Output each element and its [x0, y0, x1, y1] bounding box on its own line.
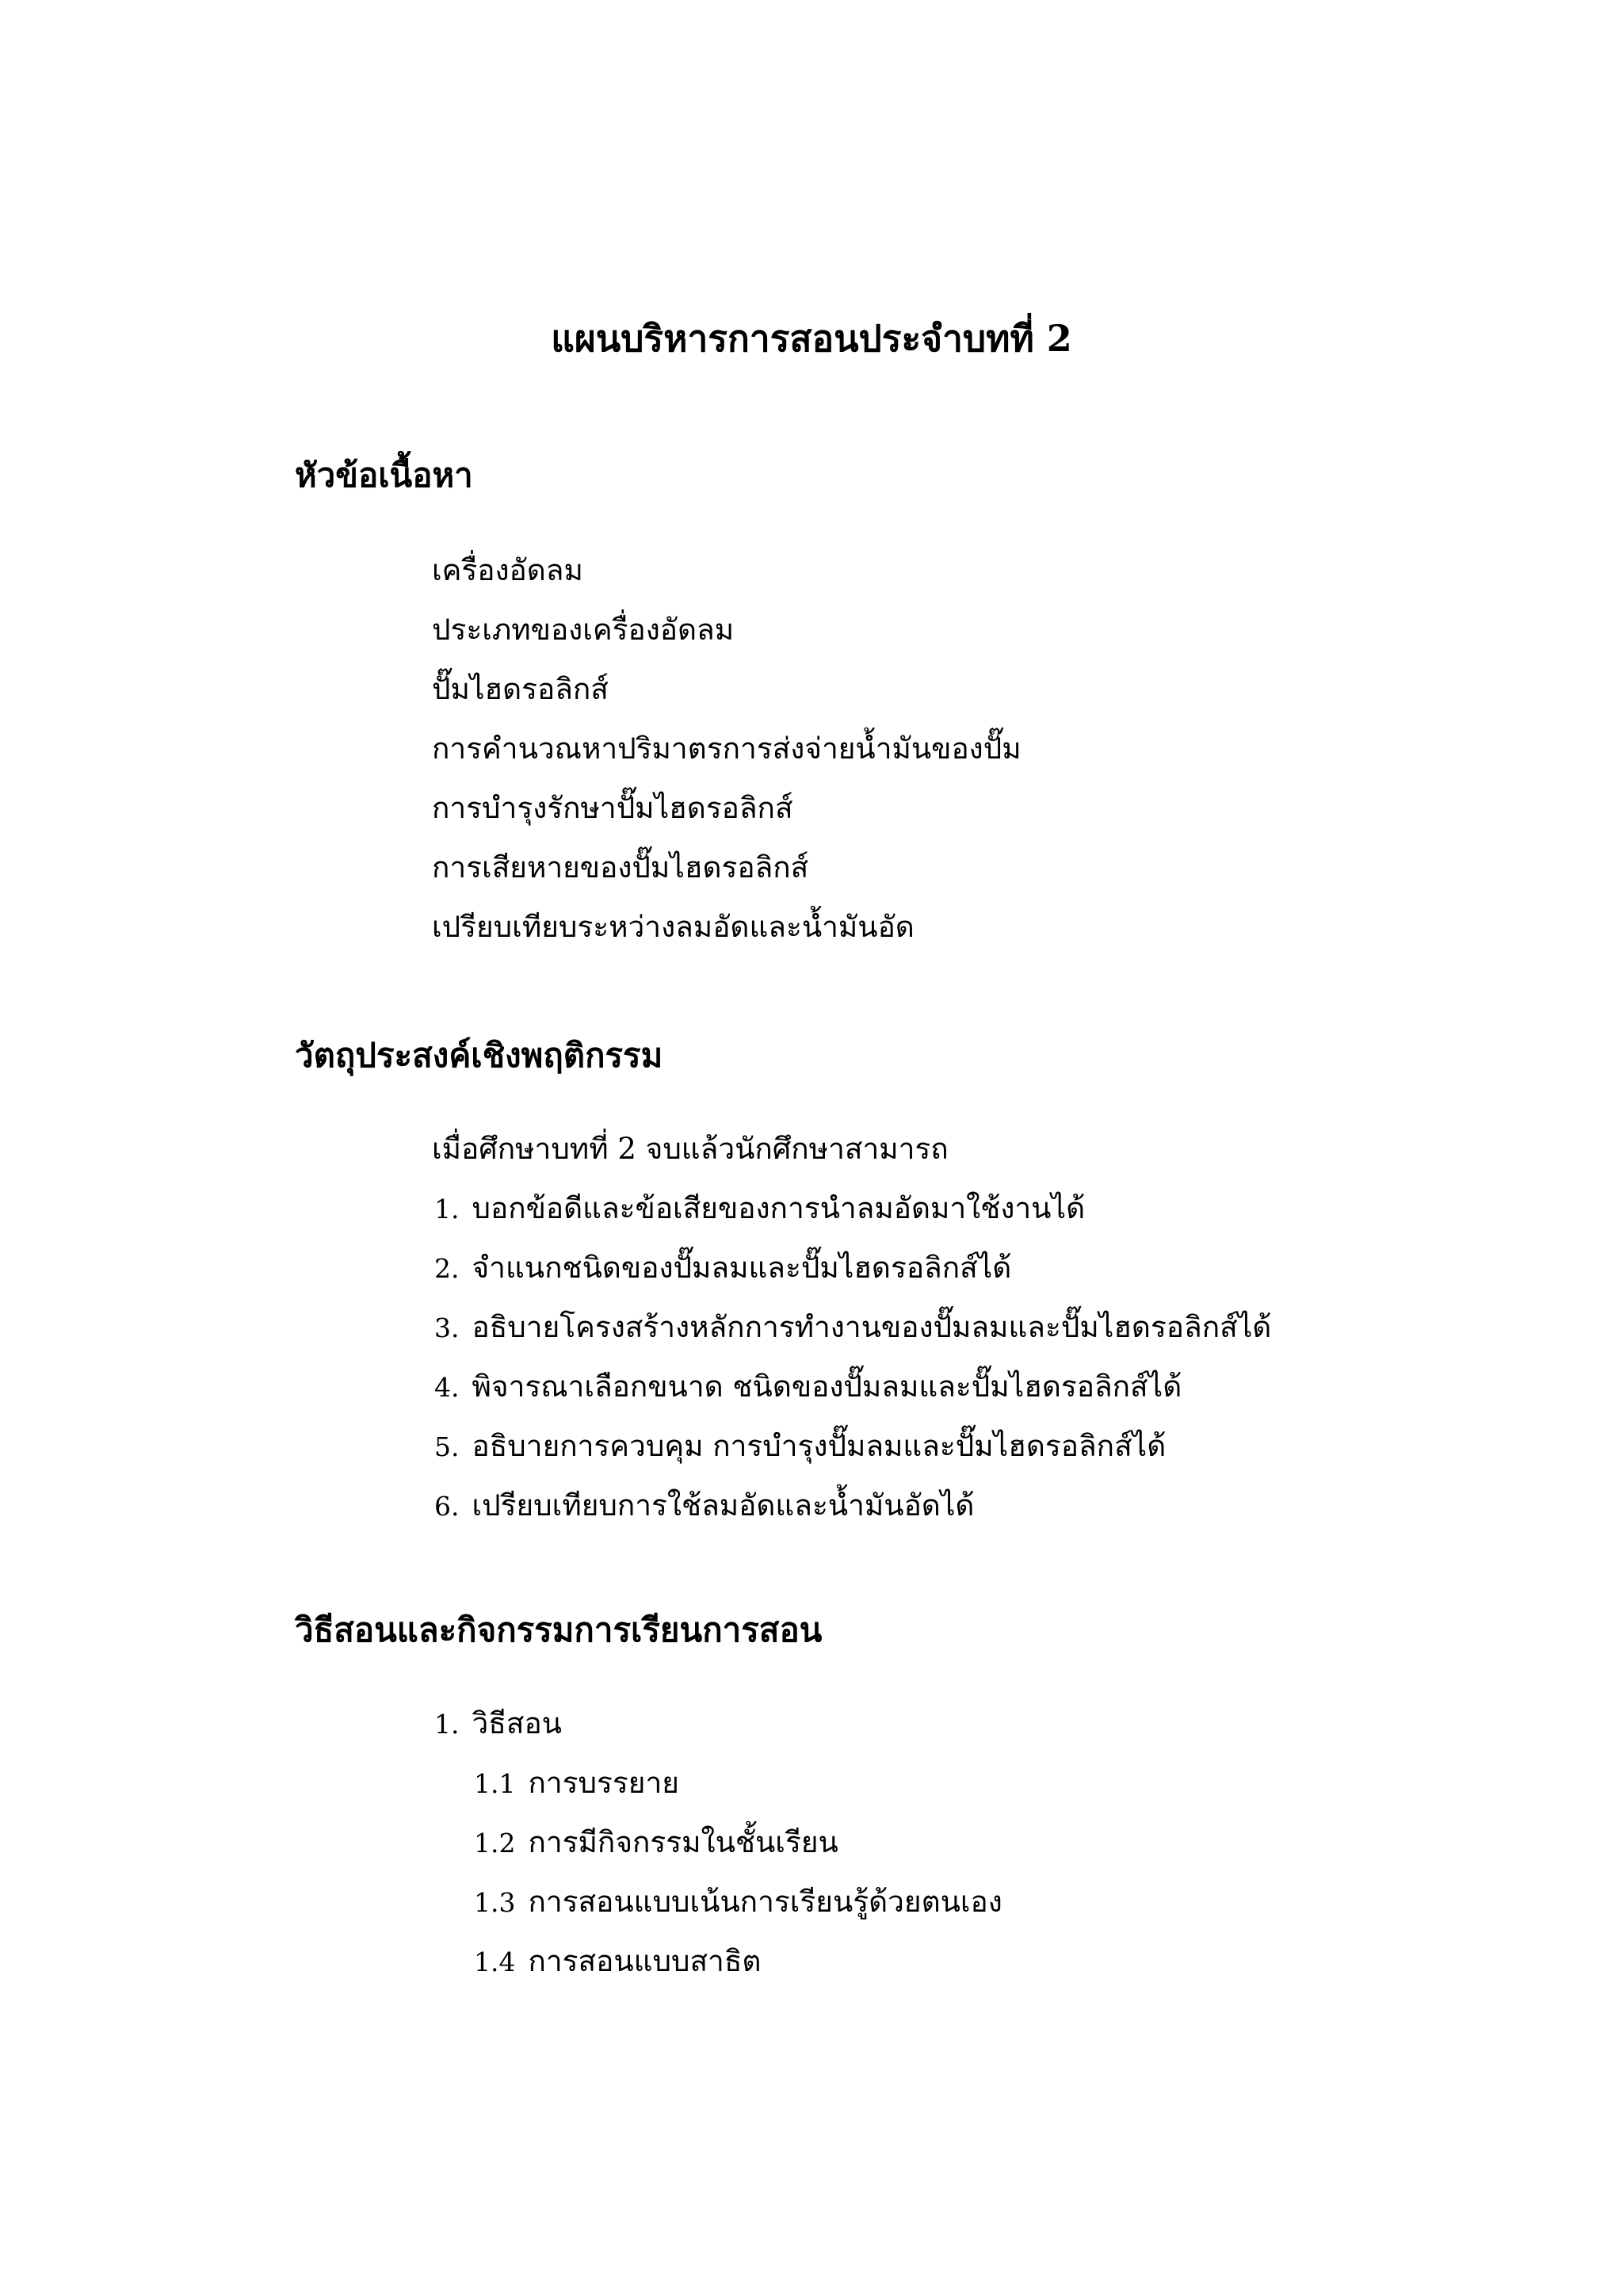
item-number: 1. — [434, 1194, 460, 1224]
list-item: การคำนวณหาปริมาตรการส่งจ่ายน้ำมันของปั๊ม — [432, 732, 1022, 766]
list-item: เปรียบเทียบระหว่างลมอัดและน้ำมันอัด — [432, 910, 915, 944]
item-number: 1. — [434, 1709, 460, 1740]
methods-sub-list — [474, 1759, 1002, 1997]
item-text: การสอนแบบสาธิต — [528, 1944, 762, 1978]
list-item: ปั๊มไฮดรอลิกส์ — [432, 672, 609, 706]
content-topics-list — [432, 547, 1022, 963]
item-number: 6. — [434, 1491, 460, 1522]
objectives-list — [434, 1185, 1271, 1541]
list-item: ประเภทของเครื่องอัดลม — [432, 613, 735, 647]
item-number: 2. — [434, 1253, 460, 1284]
list-item: การบำรุงรักษาปั๊มไฮดรอลิกส์ — [432, 791, 793, 825]
list-item — [474, 1938, 1002, 1997]
item-text: วิธีสอน — [472, 1706, 562, 1740]
item-text: การมีกิจกรรมในชั้นเรียน — [528, 1825, 838, 1859]
objectives-heading: วัตถุประสงค์เชิงพฤติกรรม — [295, 1036, 663, 1075]
item-text: อธิบายโครงสร้างหลักการทำงานของปั๊มลมและปั๊มไฮดรอลิกส์ได้ — [472, 1310, 1272, 1344]
item-text: การบรรยาย — [528, 1766, 679, 1800]
list-item — [434, 1482, 1271, 1541]
list-item — [434, 1363, 1271, 1423]
item-text: พิจารณาเลือกขนาด ชนิดของปั๊มลมและปั๊มไฮดรอลิกส์ได้ — [472, 1370, 1182, 1404]
item-number: 1.1 — [474, 1768, 516, 1799]
item-text: จำแนกชนิดของปั๊มลมและปั๊มไฮดรอลิกส์ได้ — [472, 1251, 1012, 1285]
list-item — [474, 1878, 1002, 1938]
methods-item — [434, 1700, 562, 1748]
list-item — [474, 1759, 1002, 1819]
list-item: การเสียหายของปั๊มไฮดรอลิกส์ — [432, 850, 809, 884]
page-title: แผนบริหารการสอนประจำบทที่ 2 — [551, 317, 1072, 360]
list-item — [434, 1244, 1271, 1304]
list-item — [434, 1304, 1271, 1363]
item-number: 1.4 — [474, 1946, 516, 1977]
item-number: 4. — [434, 1372, 460, 1403]
item-text: บอกข้อดีและข้อเสียของการนำลมอัดมาใช้งานได้ — [472, 1191, 1086, 1225]
objectives-intro: เมื่อศึกษาบทที่ 2 จบแล้วนักศึกษาสามารถ — [432, 1132, 949, 1166]
item-number: 1.2 — [474, 1828, 516, 1859]
item-text: อธิบายการควบคุม การบำรุงปั๊มลมและปั๊มไฮดรอลิกส์ได้ — [472, 1429, 1167, 1463]
list-item — [474, 1819, 1002, 1878]
item-text: การสอนแบบเน้นการเรียนรู้ด้วยตนเอง — [528, 1885, 1002, 1919]
item-text: เปรียบเทียบการใช้ลมอัดและน้ำมันอัดได้ — [472, 1488, 975, 1522]
list-item: เครื่องอัดลม — [432, 553, 583, 587]
item-number: 1.3 — [474, 1887, 516, 1918]
list-item — [434, 1185, 1271, 1244]
list-item — [434, 1423, 1271, 1482]
content-topics-heading: หัวข้อเนื้อหา — [295, 456, 473, 495]
methods-heading: วิธีสอนและกิจกรรมการเรียนการสอน — [295, 1610, 823, 1649]
item-number: 5. — [434, 1431, 460, 1462]
item-number: 3. — [434, 1312, 460, 1343]
